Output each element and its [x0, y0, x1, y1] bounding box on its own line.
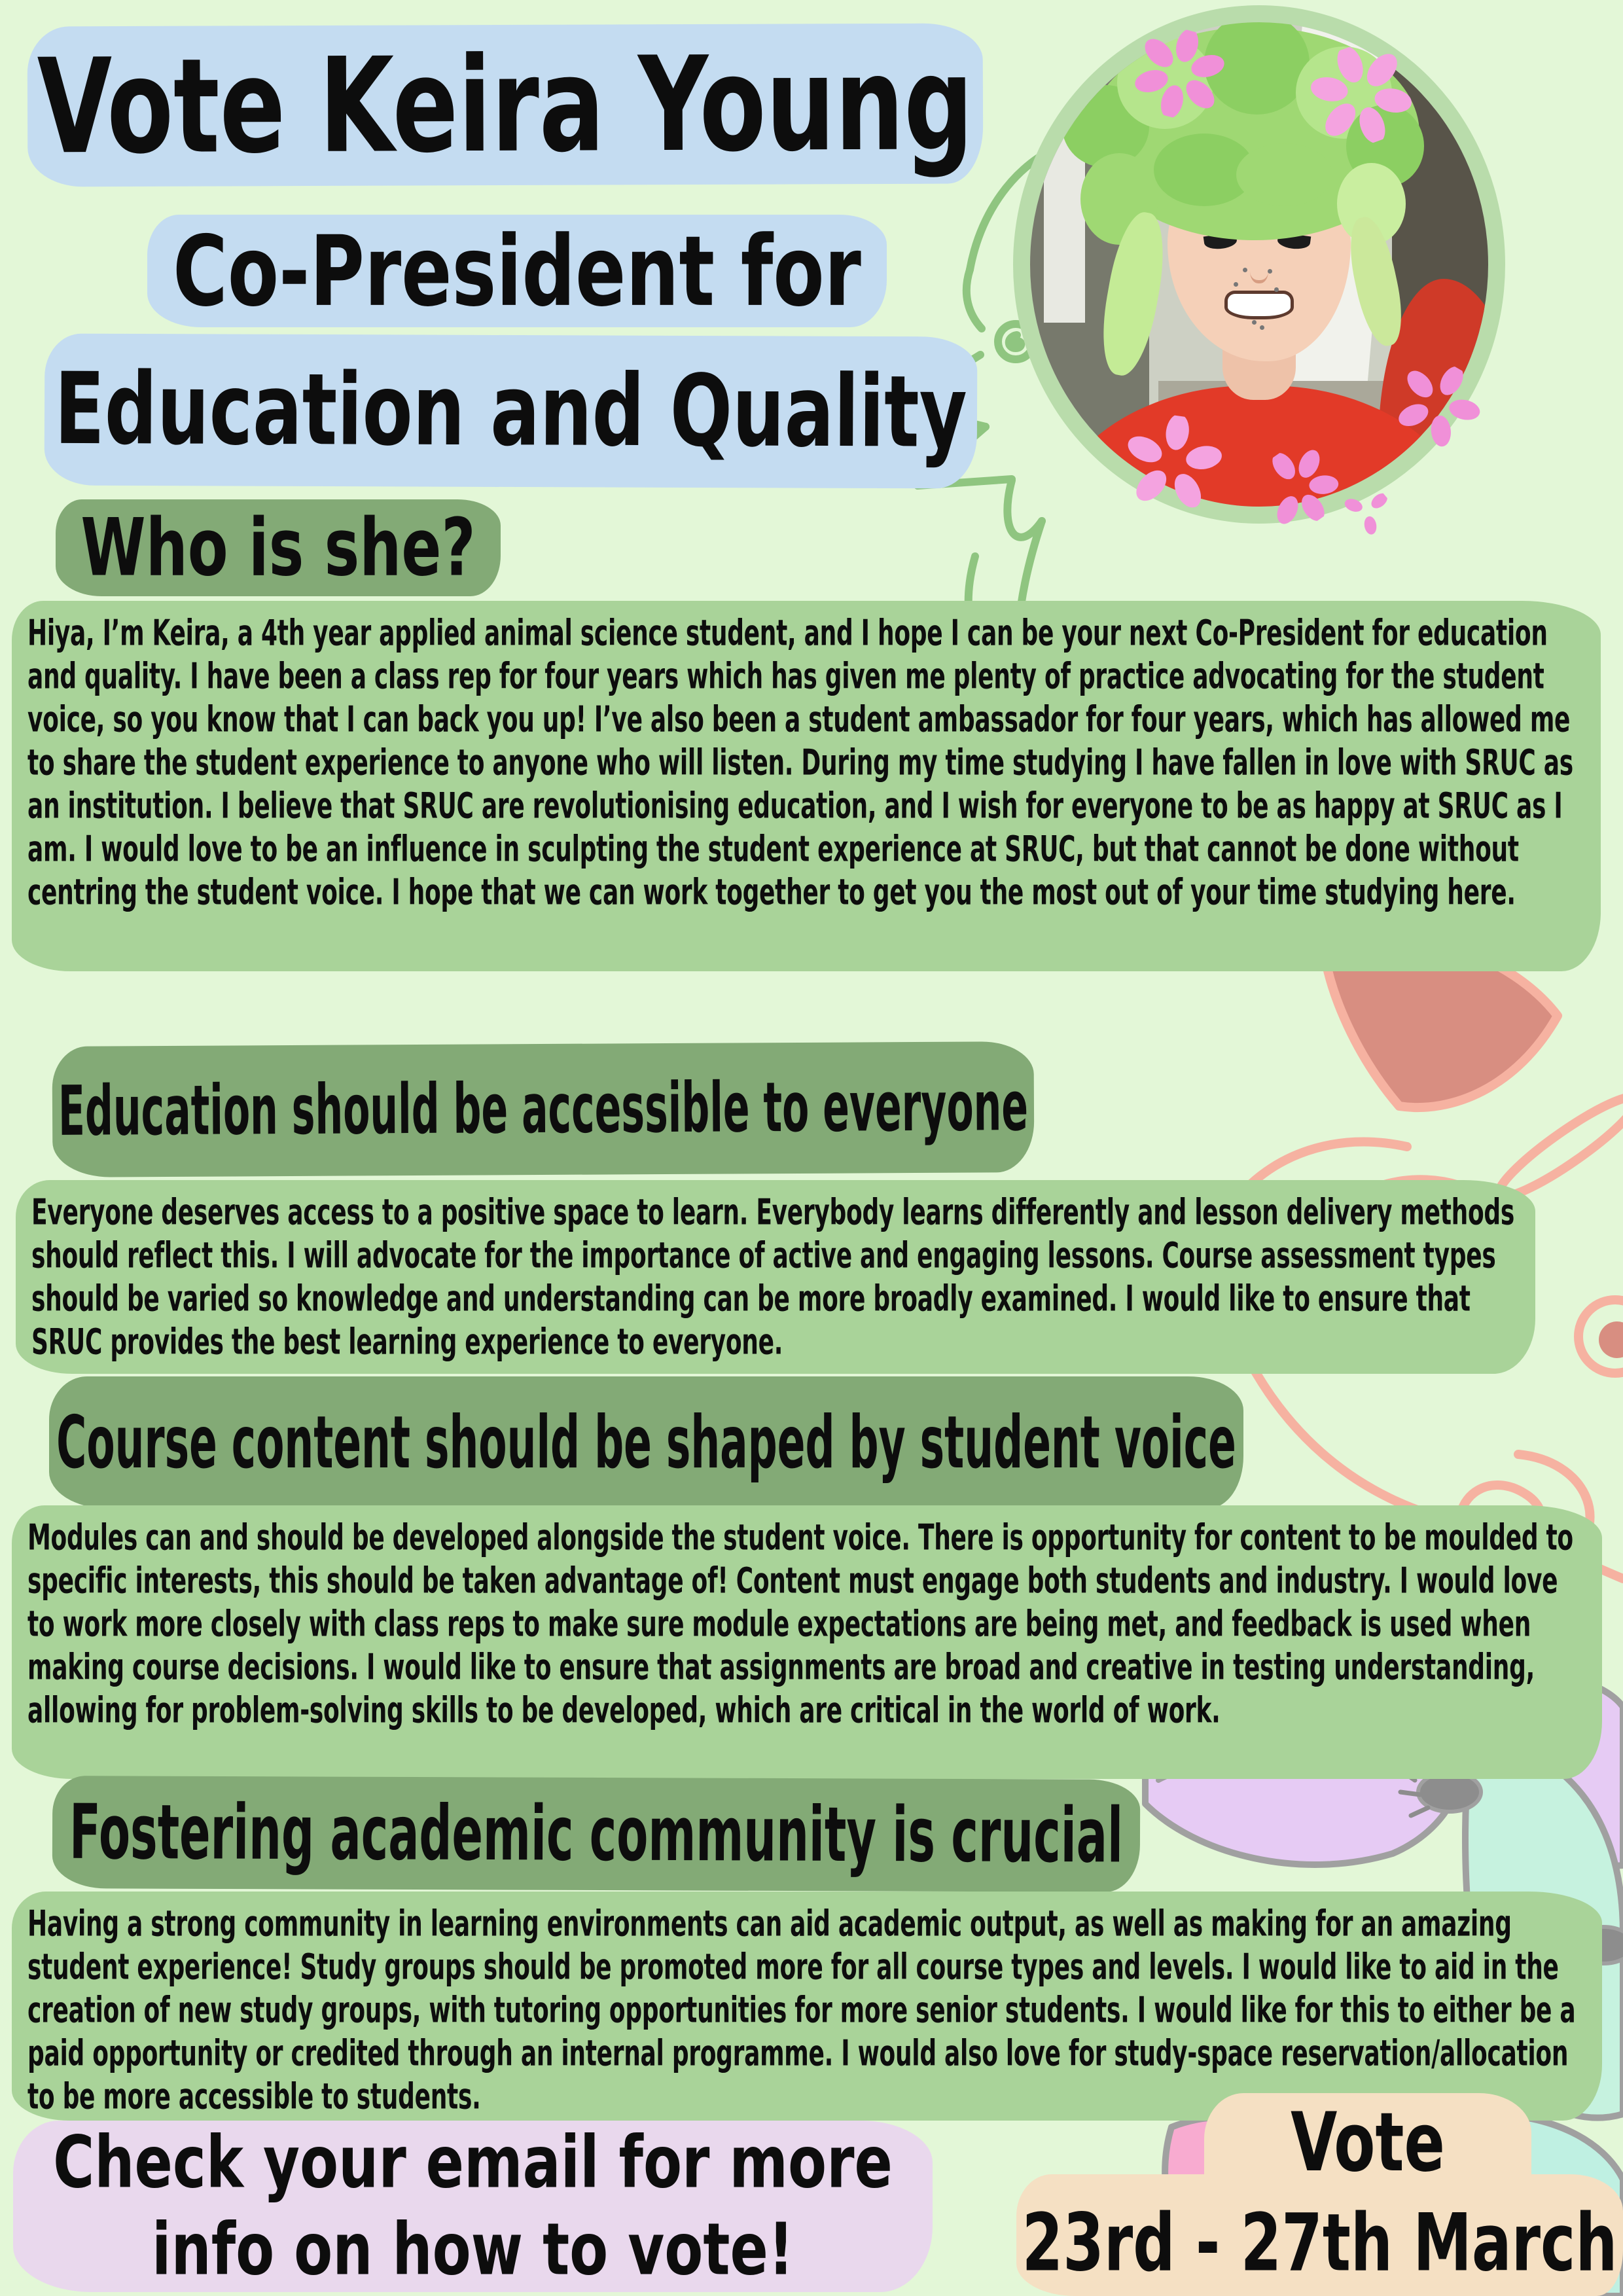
- section-heading-academic-community: Fostering academic community is crucial: [52, 1776, 1141, 1892]
- photo-detail: [1224, 291, 1294, 320]
- section-heading-who-is-she: Who is she?: [56, 499, 501, 596]
- photo-detail: [1044, 22, 1085, 323]
- title-highlight: [27, 23, 984, 187]
- vote-dates-wrap: [1016, 2194, 1623, 2292]
- vote-label-wrap: [1204, 2093, 1531, 2191]
- subtitle-highlight-2: [45, 334, 978, 489]
- email-note-line-1: Check your email for more: [53, 2121, 893, 2205]
- email-note: [13, 2121, 933, 2292]
- email-note-line-2: info on how to vote!: [151, 2208, 794, 2292]
- flower-icon: [1120, 410, 1227, 517]
- section-body-who-is-she: Hiya, I’m Keira, a 4th year applied animal science student, and I hope I can be your next Co-President for education and quality. I have been a class rep for four years which has given me plenty of practice advocating for the student voice, so you know that I can back you up! I’ve also been a student ambassador for four years, which has allowed me to share the student experience to anyone who will listen. During my time studying I have fallen in love with SRUC as an institution. I believe that SRUC are revolutionising education, and I wish for everyone to be as happy at SRUC as I am. I would love to be an influence in sculpting the student experience at SRUC, but that cannot be done without centring the student voice. I hope that we can work together to get you the most out of your time studying here.: [12, 601, 1601, 971]
- page-title: Vote Keira Young: [37, 27, 974, 183]
- subtitle-line-2: Education and Quality: [54, 351, 967, 471]
- section-body-education-accessible: Everyone deserves access to a positive space to learn. Everybody learns differently and lesson delivery methods should reflect this. I will advocate for the importance of active and engaging lessons. Course assessment types should be varied so knowledge and understanding can be more broadly examined. I would like to ensure that SRUC provides the best learning experience to everyone.: [16, 1180, 1535, 1374]
- section-heading-education-accessible: Education should be accessible to everyone: [52, 1041, 1034, 1177]
- photo-detail: [1234, 282, 1238, 287]
- section-body-academic-community: Having a strong community in learning environments can aid academic output, as well as making for an amazing student experience! Study groups should be promoted more for all course types and levels. I would like to aid in the creation of new study groups, with tutoring opportunities for more senior students. I would like for this to either be a paid opportunity or credited through an internal programme. I would also love for study-space reservation/allocation to be more accessible to students.: [12, 1892, 1602, 2121]
- photo-hair: [1236, 143, 1332, 206]
- vote-label: Vote: [1291, 2094, 1445, 2190]
- subtitle-highlight-1: [147, 215, 887, 327]
- photo-detail: [1250, 257, 1268, 283]
- section-heading-course-content: Course content should be shaped by student voice: [49, 1376, 1243, 1509]
- section-body-course-content: Modules can and should be developed alongside the student voice. There is opportunity for content to be moulded to specific interests, this should be taken advantage of! Content must engage both students and industry. I would love to work more closely with class reps to make sure module expectations are being met, and feedback is used when making course decisions. I would like to ensure that assignments are broad and creative in testing understanding, allowing for problem-solving skills to be developed, which are critical in the world of work.: [12, 1505, 1602, 1779]
- subtitle-line-1: Co-President for: [173, 214, 861, 328]
- vote-dates: 23rd - 27th March: [1022, 2197, 1618, 2289]
